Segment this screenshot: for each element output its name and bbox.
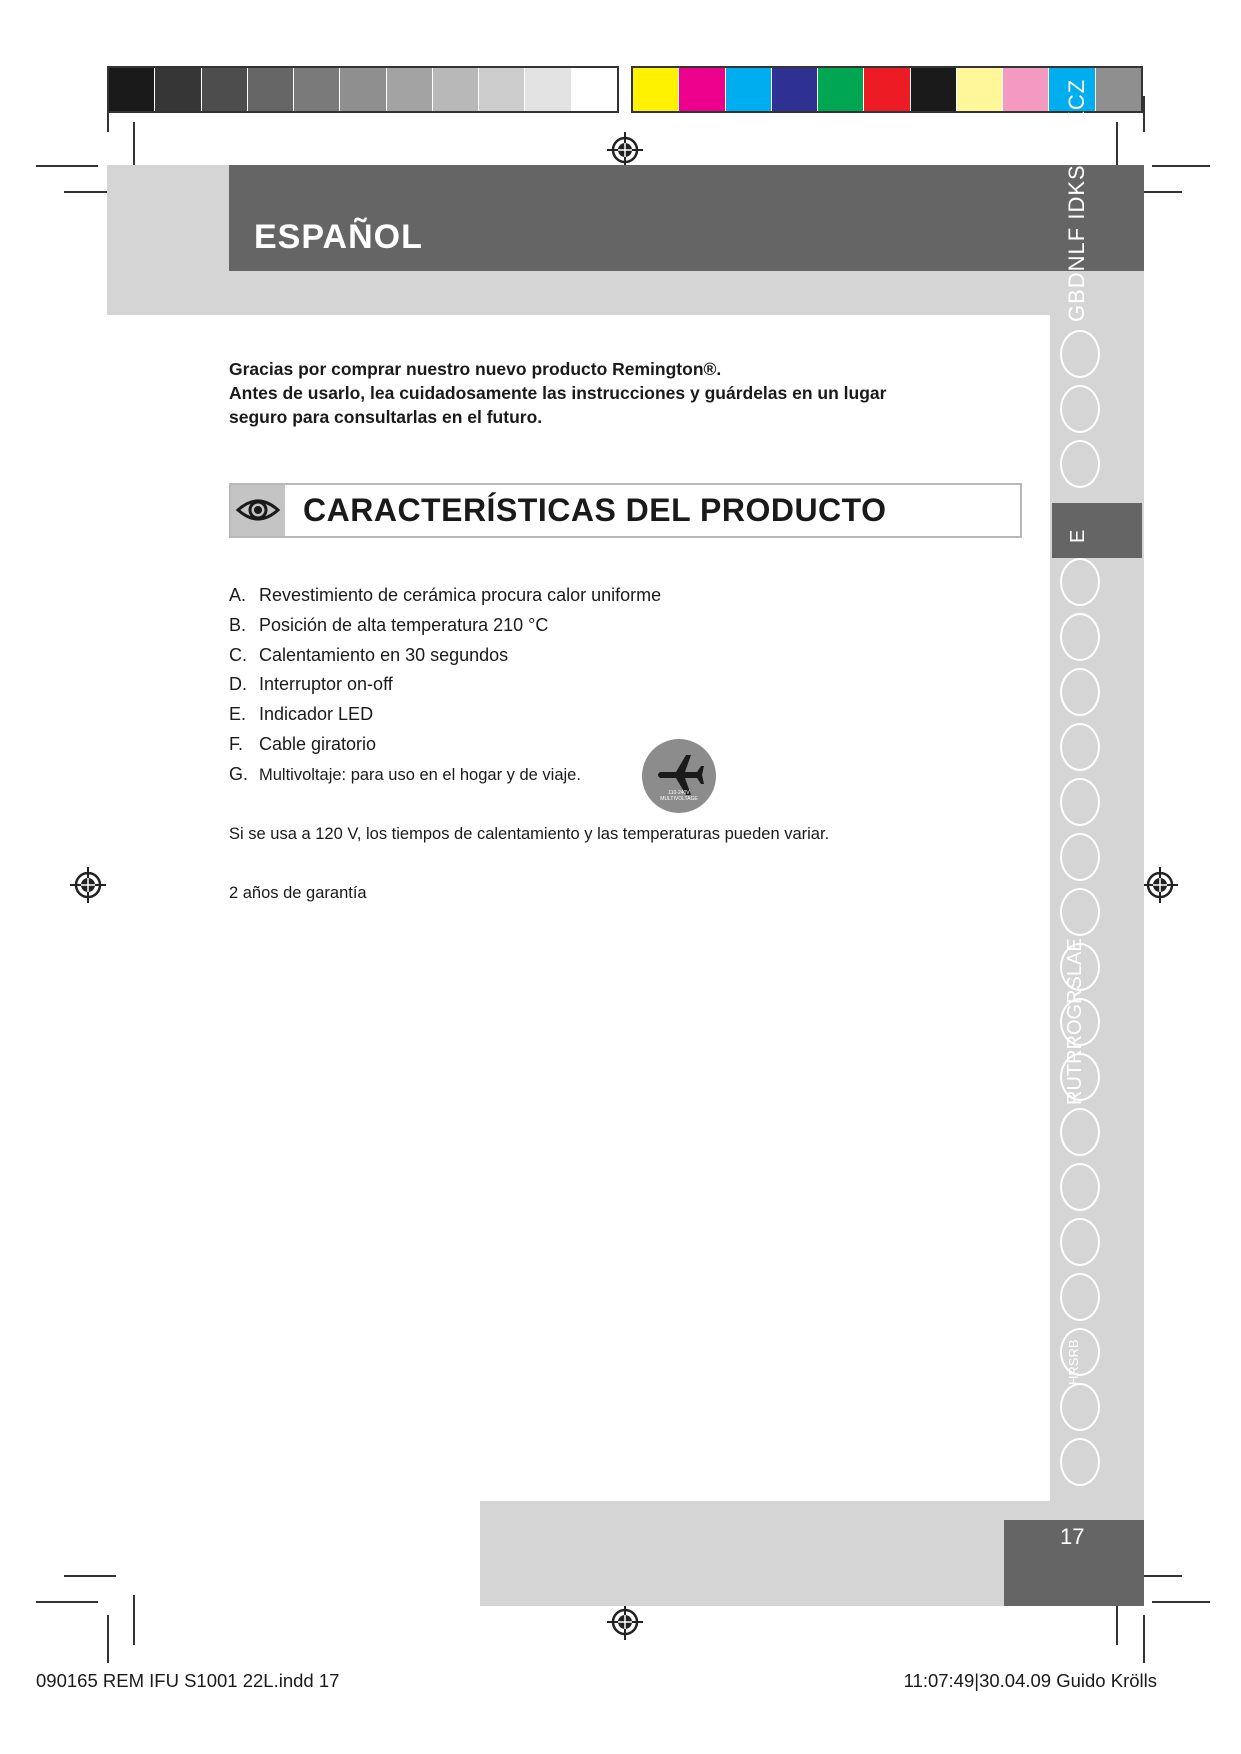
- registration-mark-icon: [605, 130, 645, 170]
- language-tab-circle: [1060, 440, 1100, 488]
- feature-item: [229, 764, 581, 785]
- feature-text: Revestimiento de cerámica procura calor uniforme: [259, 585, 662, 605]
- section-title: CARACTERÍSTICAS DEL PRODUCTO: [303, 492, 887, 528]
- crop-mark: [36, 165, 98, 167]
- language-tab-circle: [1060, 668, 1100, 716]
- color-swatch: [911, 68, 957, 111]
- crop-mark: [1143, 96, 1145, 132]
- registration-mark-icon: [605, 1602, 645, 1642]
- language-tab-circle: [1060, 778, 1100, 826]
- language-codes-middle: RUTRROGRSLAE: [1064, 938, 1086, 1105]
- color-swatch: [1003, 68, 1049, 111]
- color-swatch: [1096, 68, 1141, 111]
- language-tab-circle: [1060, 1273, 1100, 1321]
- multivoltage-badge: [642, 739, 716, 813]
- color-swatch: [818, 68, 864, 111]
- color-swatch: [479, 68, 525, 111]
- color-swatch: [633, 68, 679, 111]
- color-swatch: [679, 68, 725, 111]
- feature-text: Posición de alta temperatura 210 °C: [259, 615, 549, 635]
- crop-mark: [1143, 1615, 1145, 1663]
- feature-letter: F.: [229, 734, 244, 754]
- language-tab-circle: [1060, 1438, 1100, 1486]
- crop-mark: [36, 1601, 98, 1603]
- crop-mark: [107, 96, 109, 132]
- section-icon-box: [231, 485, 285, 536]
- color-swatch: [155, 68, 201, 111]
- intro-line: Gracias por comprar nuestro nuevo producto Remington®.: [229, 359, 722, 379]
- crop-mark: [1152, 165, 1210, 167]
- registration-mark-icon: [1140, 865, 1180, 905]
- feature-letter: E.: [229, 704, 247, 724]
- registration-mark-icon: [68, 865, 108, 905]
- badge-label: MULTIVOLTAGE: [660, 796, 698, 802]
- feature-text: Cable giratorio: [259, 734, 377, 754]
- language-tab-circle: [1060, 888, 1100, 936]
- badge-voltage: 110-240V: [668, 790, 690, 796]
- language-tab-active: E: [1067, 529, 1089, 543]
- intro-line: seguro para consultarlas en el futuro.: [229, 407, 543, 427]
- language-codes-top: GBDNLF IDKS PSKCZ: [1064, 78, 1089, 322]
- crop-mark: [107, 1615, 109, 1663]
- color-swatch: [294, 68, 340, 111]
- page-number: 17: [1060, 1524, 1085, 1549]
- crop-mark: [1152, 1601, 1210, 1603]
- color-swatch: [572, 68, 617, 111]
- language-tab-circle: [1060, 558, 1100, 606]
- grayscale-color-bar: [107, 66, 619, 113]
- eye-icon: [231, 485, 285, 536]
- color-swatch: [340, 68, 386, 111]
- section-header: [229, 483, 1022, 538]
- intro-line: Antes de usarlo, lea cuidadosamente las instrucciones y guárdelas en un lugar: [229, 383, 887, 403]
- crop-mark: [133, 1595, 135, 1645]
- feature-item: [229, 645, 508, 666]
- feature-text: Calentamiento en 30 segundos: [259, 645, 509, 665]
- language-codes-bottom: HRSRB: [1066, 1339, 1081, 1385]
- color-swatch: [248, 68, 294, 111]
- color-swatch: [525, 68, 571, 111]
- crop-mark: [64, 1575, 116, 1577]
- language-tab-circle: [1060, 1163, 1100, 1211]
- color-swatch: [109, 68, 155, 111]
- language-tab-circle: [1060, 1383, 1100, 1431]
- color-swatch: [202, 68, 248, 111]
- intro-text: [229, 357, 1009, 429]
- language-tab-circle: [1060, 613, 1100, 661]
- language-tab-circle: [1060, 1108, 1100, 1156]
- feature-letter: D.: [229, 674, 247, 694]
- footer-timestamp: 11:07:49|30.04.09 Guido Krölls: [903, 1670, 1157, 1691]
- warranty-note: 2 años de garantía: [229, 884, 367, 902]
- color-swatch: [387, 68, 433, 111]
- feature-letter: G.: [229, 764, 249, 784]
- color-swatch: [772, 68, 818, 111]
- active-language-tab: [1052, 503, 1142, 558]
- footer-file-info: 090165 REM IFU S1001 22L.indd 17: [36, 1670, 340, 1691]
- language-tab-circle: [1060, 330, 1100, 378]
- color-swatch: [957, 68, 1003, 111]
- feature-letter: B.: [229, 615, 247, 635]
- feature-item: [229, 674, 393, 695]
- language-tab-circle: [1060, 385, 1100, 433]
- feature-text: Indicador LED: [259, 704, 374, 724]
- voltage-note: Si se usa a 120 V, los tiempos de calentamiento y las temperaturas pueden variar.: [229, 825, 830, 843]
- language-tab-circle: [1060, 723, 1100, 771]
- feature-item: [229, 704, 373, 725]
- feature-text: Multivoltaje: para uso en el hogar y de viaje.: [259, 766, 581, 784]
- feature-letter: A.: [229, 585, 247, 605]
- feature-letter: C.: [229, 645, 247, 665]
- feature-item: [229, 734, 376, 755]
- feature-item: [229, 615, 548, 636]
- color-swatch: [864, 68, 910, 111]
- language-tab-circle: [1060, 833, 1100, 881]
- feature-item: [229, 585, 661, 606]
- color-swatch: [726, 68, 772, 111]
- page-title: ESPAÑOL: [254, 218, 423, 256]
- feature-text: Interruptor on-off: [259, 674, 393, 694]
- color-swatch: [433, 68, 479, 111]
- language-tab-circle: [1060, 1218, 1100, 1266]
